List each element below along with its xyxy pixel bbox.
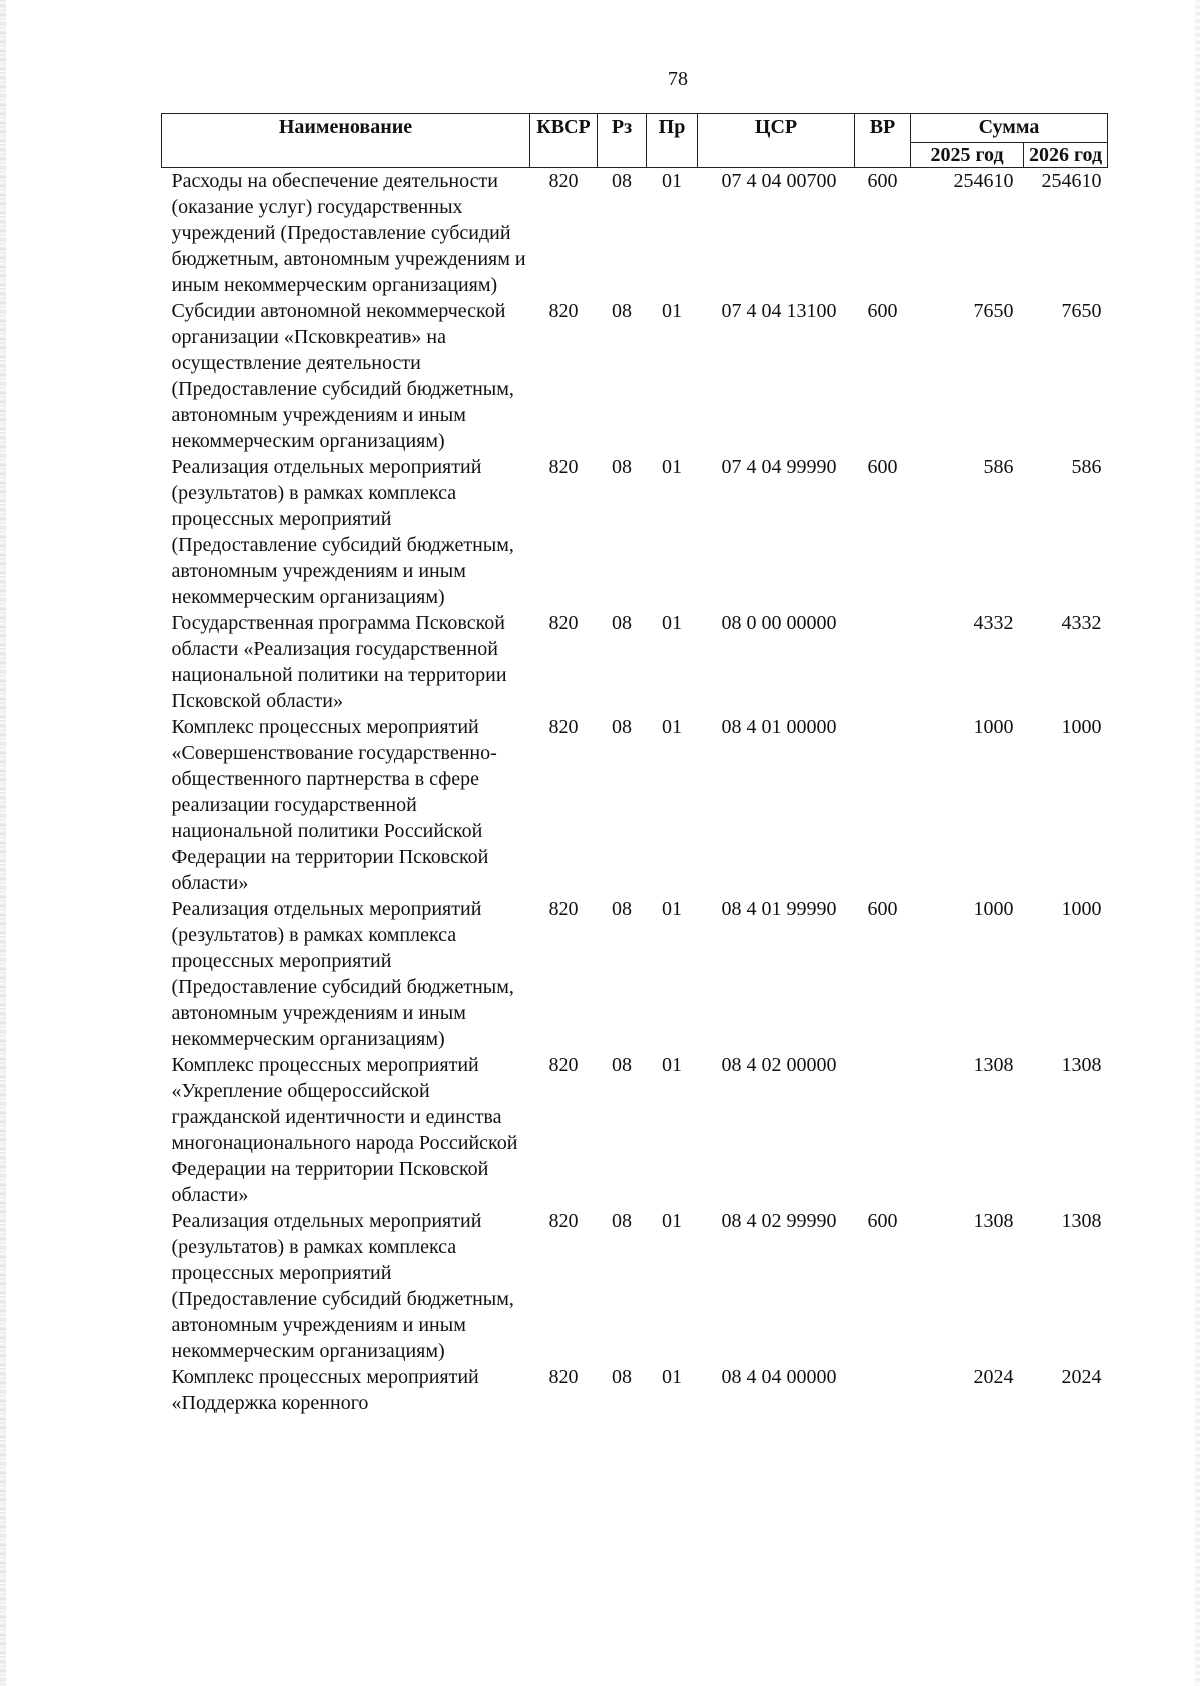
row-sum-2025: 1308 bbox=[973, 1210, 1014, 1232]
table-row bbox=[162, 1364, 1108, 1416]
row-kvsr: 820 bbox=[548, 170, 579, 192]
row-kvsr: 820 bbox=[548, 1366, 579, 1388]
row-csr: 08 4 02 99990 bbox=[721, 1210, 837, 1232]
row-sum-2026: 586 bbox=[1071, 456, 1102, 478]
header-rz: Рз bbox=[598, 114, 647, 168]
row-name: Расходы на обеспечение деятельности (оказание услуг) государственных учреждений (Предоставление субсидий бюджетным, автономным учреждениям и иным некоммерческим организациям) bbox=[171, 170, 526, 296]
header-vr: ВР bbox=[855, 114, 911, 168]
header-pr: Пр bbox=[647, 114, 698, 168]
row-vr bbox=[855, 1052, 911, 1208]
row-pr: 01 bbox=[662, 716, 682, 738]
row-pr: 01 bbox=[662, 300, 682, 322]
row-csr: 08 4 01 99990 bbox=[721, 898, 837, 920]
row-rz: 08 bbox=[612, 300, 632, 322]
row-name: Государственная программа Псковской области «Реализация государственной национальной политики на территории Псковской области» bbox=[171, 612, 507, 712]
row-rz: 08 bbox=[612, 1366, 632, 1388]
row-pr: 01 bbox=[662, 1366, 682, 1388]
row-vr: 600 bbox=[867, 170, 898, 192]
row-name: Комплекс процессных мероприятий «Поддержка коренного bbox=[171, 1366, 479, 1414]
table-row bbox=[162, 714, 1108, 896]
row-kvsr: 820 bbox=[548, 898, 579, 920]
row-csr: 08 4 02 00000 bbox=[721, 1054, 837, 1076]
table-row bbox=[162, 454, 1108, 610]
header-year-2025: 2025 год bbox=[911, 143, 1024, 168]
row-vr bbox=[855, 714, 911, 896]
row-sum-2025: 1000 bbox=[973, 716, 1014, 738]
row-vr: 600 bbox=[867, 300, 898, 322]
row-kvsr: 820 bbox=[548, 612, 579, 634]
row-kvsr: 820 bbox=[548, 716, 579, 738]
row-csr: 07 4 04 00700 bbox=[721, 170, 837, 192]
row-kvsr: 820 bbox=[548, 1054, 579, 1076]
row-name: Субсидии автономной некоммерческой организации «Псковкреатив» на осуществление деятельности (Предоставление субсидий бюджетным, автономным учреждениям и иным некоммерческим организациям) bbox=[171, 300, 514, 452]
row-vr: 600 bbox=[867, 898, 898, 920]
row-csr: 08 4 04 00000 bbox=[721, 1366, 837, 1388]
row-csr: 07 4 04 13100 bbox=[721, 300, 837, 322]
row-sum-2025: 2024 bbox=[973, 1366, 1014, 1388]
table-header bbox=[162, 114, 1108, 168]
row-pr: 01 bbox=[662, 1054, 682, 1076]
row-vr: 600 bbox=[867, 456, 898, 478]
header-csr: ЦСР bbox=[698, 114, 855, 168]
row-csr: 08 0 00 00000 bbox=[721, 612, 837, 634]
row-rz: 08 bbox=[612, 1054, 632, 1076]
row-sum-2026: 7650 bbox=[1061, 300, 1102, 322]
row-rz: 08 bbox=[612, 170, 632, 192]
row-sum-2026: 1308 bbox=[1061, 1054, 1102, 1076]
row-pr: 01 bbox=[662, 612, 682, 634]
row-rz: 08 bbox=[612, 612, 632, 634]
row-sum-2026: 1000 bbox=[1061, 716, 1102, 738]
row-csr: 08 4 01 00000 bbox=[721, 716, 837, 738]
header-name: Наименование bbox=[162, 114, 530, 168]
header-kvsr: КВСР bbox=[530, 114, 598, 168]
row-sum-2025: 586 bbox=[983, 456, 1014, 478]
header-year-2026: 2026 год bbox=[1024, 143, 1108, 168]
row-sum-2026: 254610 bbox=[1041, 170, 1102, 192]
row-sum-2025: 1000 bbox=[973, 898, 1014, 920]
row-vr bbox=[855, 1364, 911, 1416]
row-sum-2026: 1000 bbox=[1061, 898, 1102, 920]
row-rz: 08 bbox=[612, 1210, 632, 1232]
row-vr: 600 bbox=[867, 1210, 898, 1232]
scan-edge-right bbox=[1195, 0, 1200, 1686]
row-rz: 08 bbox=[612, 456, 632, 478]
row-sum-2025: 1308 bbox=[973, 1054, 1014, 1076]
table-row bbox=[162, 168, 1108, 299]
table-body bbox=[162, 168, 1108, 1417]
row-sum-2025: 4332 bbox=[973, 612, 1014, 634]
row-name: Реализация отдельных мероприятий (результатов) в рамках комплекса процессных мероприятий (Предоставление субсидий бюджетным, автономным учреждениям и иным некоммерческим организациям) bbox=[171, 898, 514, 1050]
row-kvsr: 820 bbox=[548, 300, 579, 322]
row-name: Реализация отдельных мероприятий (результатов) в рамках комплекса процессных мероприятий (Предоставление субсидий бюджетным, автономным учреждениям и иным некоммерческим организациям) bbox=[171, 1210, 514, 1362]
row-pr: 01 bbox=[662, 456, 682, 478]
row-sum-2026: 4332 bbox=[1061, 612, 1102, 634]
table-row bbox=[162, 610, 1108, 714]
row-sum-2026: 1308 bbox=[1061, 1210, 1102, 1232]
table-row bbox=[162, 1052, 1108, 1208]
row-csr: 07 4 04 99990 bbox=[721, 456, 837, 478]
row-sum-2026: 2024 bbox=[1061, 1366, 1102, 1388]
row-name: Комплекс процессных мероприятий «Укрепление общероссийской гражданской идентичности и единства многонационального народа Российской Федерации на территории Псковской области» bbox=[171, 1054, 518, 1206]
table-row bbox=[162, 298, 1108, 454]
row-name: Комплекс процессных мероприятий «Совершенствование государственно-общественного партнерства в сфере реализации государственной национальной политики Российской Федерации на территории Псковской области» bbox=[171, 716, 497, 894]
table-row bbox=[162, 896, 1108, 1052]
row-vr bbox=[855, 610, 911, 714]
row-rz: 08 bbox=[612, 716, 632, 738]
row-sum-2025: 254610 bbox=[953, 170, 1014, 192]
page-number: 78 bbox=[668, 68, 688, 90]
budget-table bbox=[161, 113, 1108, 1416]
row-kvsr: 820 bbox=[548, 1210, 579, 1232]
scan-edge-left bbox=[0, 0, 6, 1686]
header-sum: Сумма bbox=[911, 114, 1108, 143]
row-pr: 01 bbox=[662, 898, 682, 920]
row-kvsr: 820 bbox=[548, 456, 579, 478]
row-pr: 01 bbox=[662, 1210, 682, 1232]
row-sum-2025: 7650 bbox=[973, 300, 1014, 322]
row-pr: 01 bbox=[662, 170, 682, 192]
row-name: Реализация отдельных мероприятий (результатов) в рамках комплекса процессных мероприятий (Предоставление субсидий бюджетным, автономным учреждениям и иным некоммерческим организациям) bbox=[171, 456, 514, 608]
row-rz: 08 bbox=[612, 898, 632, 920]
table-row bbox=[162, 1208, 1108, 1364]
